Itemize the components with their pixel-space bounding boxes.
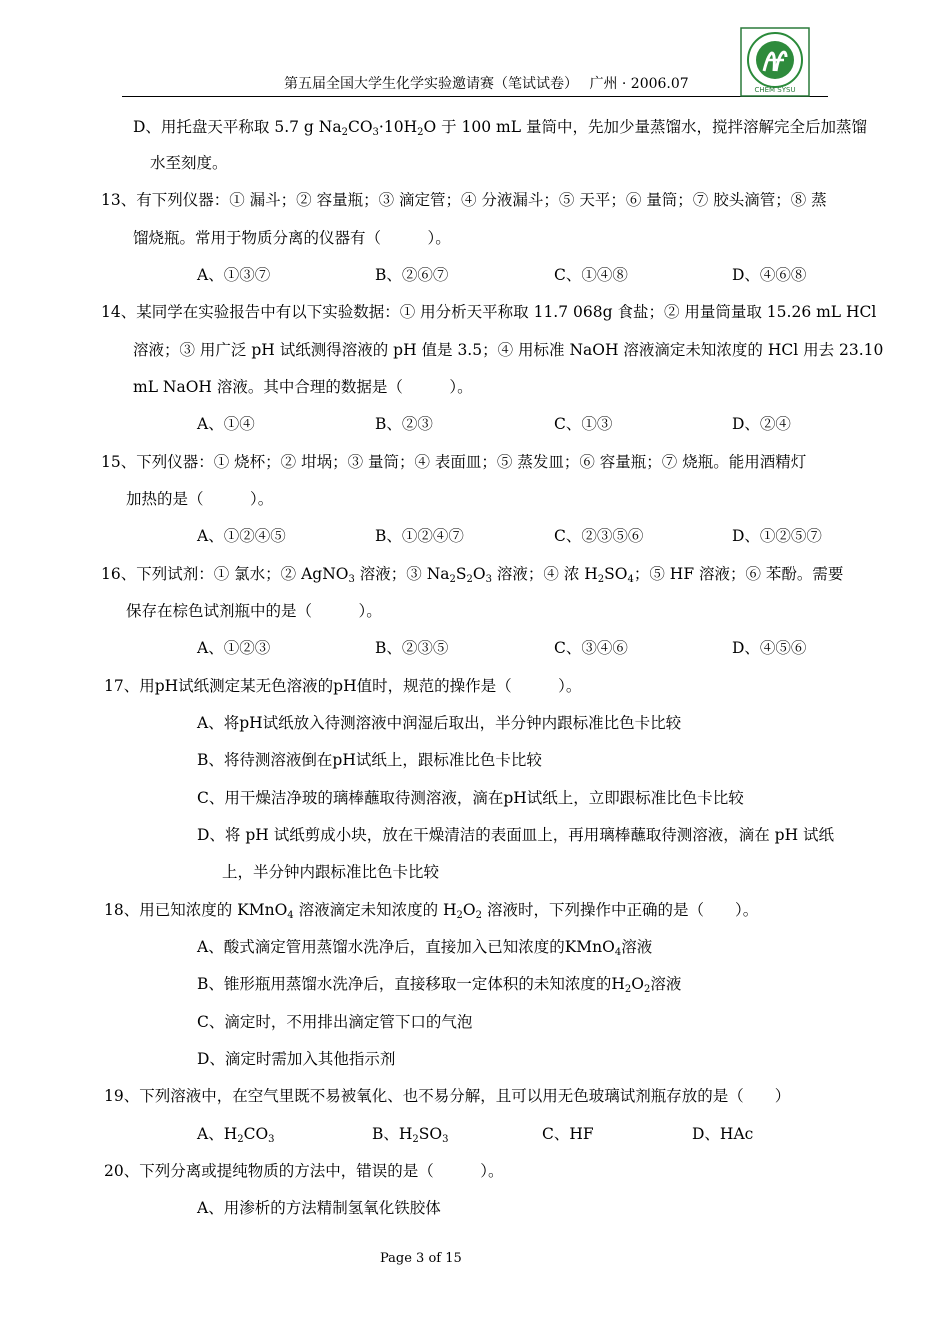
q17-option-a: A、将pH试纸放入待测溶液中润湿后取出，半分钟内跟标准比色卡比较 [197,714,682,732]
q14-stem-line1: 14、某同学在实验报告中有以下实验数据：① 用分析天平称取 11.7 068g 食盐；② 用量筒量取 15.26 mL HCl [101,303,877,321]
header-rule [122,96,828,97]
q17-option-d-line2: 上，半分钟内跟标准比色卡比较 [222,863,440,881]
q19-option-b: B、$H_2SO_3$ [372,1125,449,1145]
q19-option-c: C、HF [542,1125,594,1143]
q13-option-a: A、①③⑦ [197,266,271,284]
q15-stem-line2: 加热的是（ ）。 [126,490,274,508]
q19-option-d: D、HAc [692,1125,754,1143]
q17-option-d-line1: D、将 pH 试纸剪成小块，放在干燥清洁的表面皿上，再用璃棒蘸取待测溶液，滴在 pH 试纸 [197,826,835,844]
q12-option-d-line2: 水至刻度。 [150,154,228,172]
q15-stem-line1: 15、下列仪器：① 烧杯；② 坩埚；③ 量筒；④ 表面皿；⑤ 蒸发皿；⑥ 容量瓶；⑦ 烧瓶。能用酒精灯 [101,453,807,471]
q15-option-c: C、②③⑤⑥ [554,527,644,545]
q16-stem-line1: 16、下列试剂：① 氯水；② AgNO$_3$ 溶液；③ $Na_2S_2O_3$ 溶液；④ 浓 $H_2SO_4$；⑤ HF 溶液；⑥ 苯酚。需要 [101,565,844,585]
q18-option-c: C、滴定时，不用排出滴定管下口的气泡 [197,1013,473,1031]
q15-option-b: B、①②④⑦ [375,527,464,545]
q14-stem-line3: mL NaOH 溶液。其中合理的数据是（ ）。 [133,378,473,396]
svg-text:CHEM SYSU: CHEM SYSU [754,86,796,94]
university-logo [740,27,810,97]
q16-option-c: C、③④⑥ [554,639,628,657]
q20-stem: 20、下列分离或提纯物质的方法中，错误的是（ ）。 [104,1162,504,1180]
page-number: Page 3 of 15 [380,1251,462,1266]
q18-option-d: D、滴定时需加入其他指示剂 [197,1050,396,1068]
q19-option-a: A、$H_2CO_3$ [197,1125,275,1145]
q14-option-d: D、②④ [732,415,791,433]
q17-stem: 17、用pH试纸测定某无色溶液的pH值时，规范的操作是（ ）。 [104,677,582,695]
q13-option-c: C、①④⑧ [554,266,628,284]
q13-option-b: B、②⑥⑦ [375,266,449,284]
q17-option-b: B、将待测溶液倒在pH试纸上，跟标准比色卡比较 [197,751,542,769]
q14-option-c: C、①③ [554,415,613,433]
q12-option-d-line1: D、用托盘天平称取 5.7 g $Na_2CO_3\cdot 10H_2O$ 于 100 mL 量筒中，先加少量蒸馏水，搅拌溶解完全后加蒸馏 [133,118,867,138]
q20-option-a: A、用渗析的方法精制氢氧化铁胶体 [197,1199,441,1217]
q13-stem-line2: 馏烧瓶。常用于物质分离的仪器有（ ）。 [133,229,451,247]
q16-option-a: A、①②③ [197,639,271,657]
q18-option-b: B、锥形瓶用蒸馏水洗净后，直接移取一定体积的未知浓度的$H_2O_2$溶液 [197,975,682,995]
q14-option-a: A、①④ [197,415,255,433]
q15-option-a: A、①②④⑤ [197,527,286,545]
q13-option-d: D、④⑥⑧ [732,266,807,284]
q19-stem: 19、下列溶液中，在空气里既不易被氧化、也不易分解，且可以用无色玻璃试剂瓶存放的是（ ） [104,1087,791,1105]
q16-option-d: D、④⑤⑥ [732,639,807,657]
q18-option-a: A、酸式滴定管用蒸馏水洗净后，直接加入已知浓度的KMnO$_4$溶液 [197,938,653,958]
q17-option-c: C、用干燥洁净玻的璃棒蘸取待测溶液，滴在pH试纸上，立即跟标准比色卡比较 [197,789,744,807]
q16-stem-line2: 保存在棕色试剂瓶中的是（ ）。 [126,602,382,620]
q13-stem-line1: 13、有下列仪器：① 漏斗；② 容量瓶；③ 滴定管；④ 分液漏斗；⑤ 天平；⑥ 量筒；⑦ 胶头滴管；⑧ 蒸 [101,191,827,209]
q14-option-b: B、②③ [375,415,433,433]
page-header-title: 第五届全国大学生化学实验邀请赛（笔试试卷） 广州 · 2006.07 [284,76,689,92]
q14-stem-line2: 溶液；③ 用广泛 pH 试纸测得溶液的 pH 值是 3.5；④ 用标准 NaOH 溶液滴定未知浓度的 HCl 用去 23.10 [133,341,884,359]
q15-option-d: D、①②⑤⑦ [732,527,822,545]
q16-option-b: B、②③⑤ [375,639,449,657]
q18-stem: 18、用已知浓度的 KMnO$_4$ 溶液滴定未知浓度的 $H_2O_2$ 溶液时，下列操作中正确的是（ ）。 [104,901,759,921]
